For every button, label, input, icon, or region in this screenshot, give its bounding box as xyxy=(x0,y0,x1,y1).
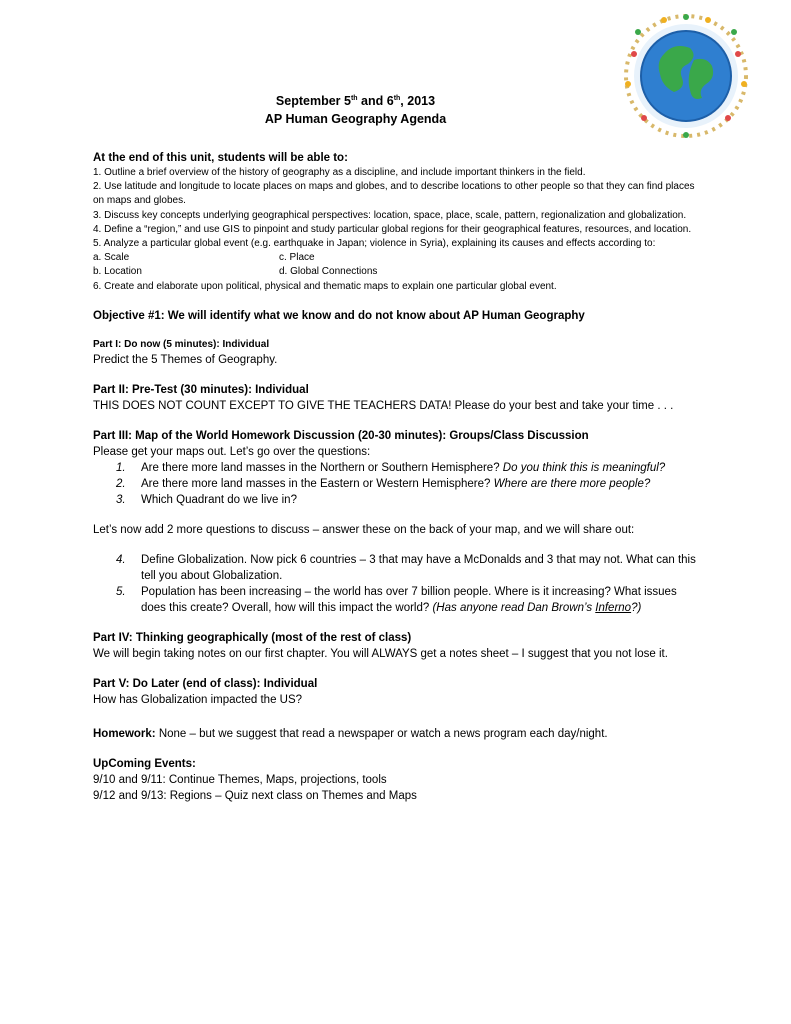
upcoming-item: 9/10 and 9/11: Continue Themes, Maps, projections, tools xyxy=(93,773,387,786)
goal-item: 3. Discuss key concepts underlying geographical perspectives: location, space, place, scale, pattern, regionalization and globalization. xyxy=(93,209,687,221)
part2-text: THIS DOES NOT COUNT EXCEPT TO GIVE THE TEACHERS DATA! Please do your best and take your time . . . xyxy=(93,399,674,412)
question-list xyxy=(93,552,701,616)
part4-heading: Part IV: Thinking geographically (most of the rest of class) xyxy=(93,631,412,644)
part1-text: Predict the 5 Themes of Geography. xyxy=(93,353,278,366)
part3-heading: Part III: Map of the World Homework Discussion (20-30 minutes): Groups/Class Discussion xyxy=(93,429,589,442)
goal-item: 6. Create and elaborate upon political, physical and thematic maps to explain one particular global event. xyxy=(93,280,557,292)
goal-item: 5. Analyze a particular global event (e.g. earthquake in Japan; violence in Syria), explaining its causes and effects according to: xyxy=(93,238,656,250)
goal-item: 1. Outline a brief overview of the history of geography as a discipline, and include important thinkers in the field. xyxy=(93,167,586,178)
list-item: 4. Define Globalization. Now pick 6 countries – 3 that may have a McDonalds and 3 that may not. What can this tell you about Globalization. xyxy=(116,553,696,582)
homework: Homework: None – but we suggest that read a newspaper or watch a news program each day/night. xyxy=(93,727,608,740)
goal-subitems xyxy=(93,265,701,279)
page-title: AP Human Geography Agenda xyxy=(264,112,447,126)
part3-more: Let’s now add 2 more questions to discuss – answer these on the back of your map, and we will share out: xyxy=(93,523,635,536)
upcoming-item: 9/12 and 9/13: Regions – Quiz next class on Themes and Maps xyxy=(93,789,417,802)
part3-intro: Please get your maps out. Let’s go over the questions: xyxy=(93,445,371,458)
subitem-place: c. Place xyxy=(279,252,315,264)
part2-heading: Part II: Pre-Test (30 minutes): Individual xyxy=(93,383,309,396)
part1-heading: Part I: Do now (5 minutes): Individual xyxy=(93,338,270,350)
list-item: 3. Which Quadrant do we live in? xyxy=(116,493,297,506)
part4-text: We will begin taking notes on our first chapter. You will ALWAYS get a notes sheet – I suggest that you not lose it. xyxy=(93,647,668,660)
goal-subitems xyxy=(93,251,701,265)
goal-item: 4. Define a “region,” and use GIS to pinpoint and study particular global regions for their geographical features, resources, and location. xyxy=(93,223,692,235)
list-item: 5. Population has been increasing – the world has over 7 billion people. Where is it increasing? What issues does this create? Overall, how will this impact the world? (Has anyone read Dan Brown’s Inferno?) xyxy=(116,585,677,614)
question-list xyxy=(93,460,701,508)
part5-text: How has Globalization impacted the US? xyxy=(93,693,303,706)
subitem-global-connections: d. Global Connections xyxy=(279,266,378,278)
upcoming-heading: UpComing Events: xyxy=(93,757,196,770)
objective: Objective #1: We will identify what we know and do not know about AP Human Geography xyxy=(93,309,585,322)
agenda-body xyxy=(93,150,701,804)
part5-heading: Part V: Do Later (end of class): Individual xyxy=(93,677,318,690)
list-item: 2. Are there more land masses in the Eastern or Western Hemisphere? Where are there more people? xyxy=(116,477,651,490)
subitem-location: b. Location xyxy=(93,266,142,278)
list-item: 1. Are there more land masses in the Northern or Southern Hemisphere? Do you think this is meaningful? xyxy=(116,461,666,474)
subitem-scale: a. Scale xyxy=(93,252,130,264)
goal-item: 2. Use latitude and longitude to locate places on maps and globes, and to describe locations to other people so that they can find places on maps and globes. xyxy=(93,181,695,207)
goals-heading: At the end of this unit, students will be able to: xyxy=(93,152,348,164)
page-title-date: September 5th and 6th, 2013 xyxy=(275,94,436,108)
